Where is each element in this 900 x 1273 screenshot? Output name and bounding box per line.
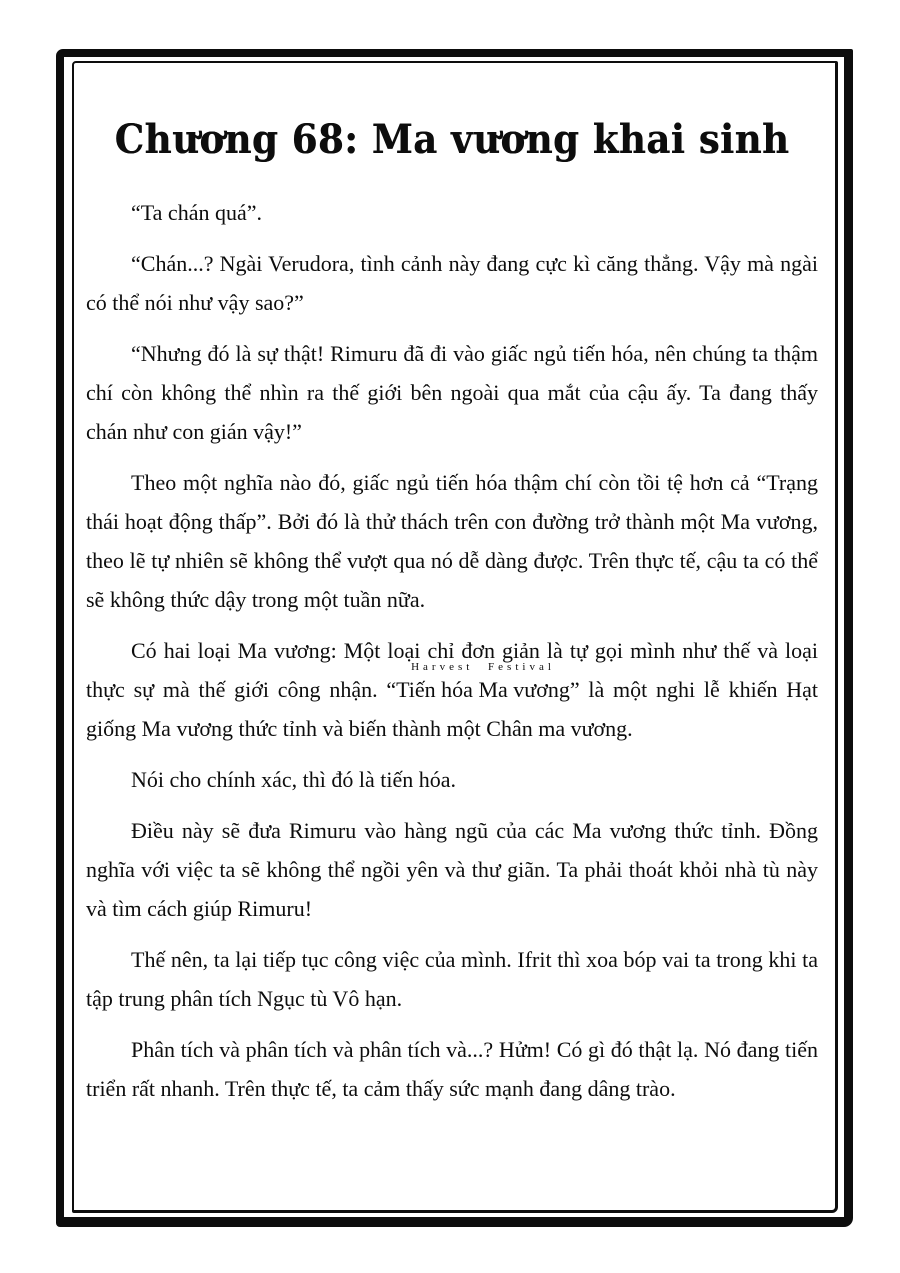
paragraph: [86, 631, 818, 748]
ruby-base: “Tiến hóa Ma vương”: [386, 676, 580, 702]
paragraph: Nói cho chính xác, thì đó là tiến hóa.: [131, 766, 457, 792]
paragraph: “Ta chán quá”.: [131, 199, 262, 225]
chapter-title: Chương 68: Ma vương khai sinh: [114, 115, 790, 163]
paragraph: Thế nên, ta lại tiếp tục công việc của mình. Ifrit thì xoa bóp vai ta trong khi ta tập trung phân tích Ngục tù Vô hạn.: [86, 946, 818, 1011]
chapter-body: [86, 193, 818, 1108]
paragraph: Điều này sẽ đưa Rimuru vào hàng ngũ của các Ma vương thức tỉnh. Đồng nghĩa với việc ta sẽ không thể ngồi yên và thư giãn. Ta phải thoát khỏi nhà tù này và tìm cách giúp Rimuru!: [86, 817, 818, 921]
paragraph: “Chán...? Ngài Verudora, tình cảnh này đang cực kì căng thẳng. Vậy mà ngài có thể nói như vậy sao?”: [86, 250, 818, 315]
inner-border-frame: [72, 61, 838, 1213]
ruby-annotation: Harvest Festival: [411, 660, 555, 673]
paragraph: Theo một nghĩa nào đó, giấc ngủ tiến hóa thậm chí còn tồi tệ hơn cả “Trạng thái hoạt động thấp”. Bởi đó là thử thách trên con đường trở thành một Ma vương, theo lẽ tự nhiên sẽ không thể vượt qua nó dễ dàng được. Trên thực tế, cậu ta có thể sẽ không thức dậy trong một tuần nữa.: [86, 469, 818, 612]
outer-border-frame: [56, 49, 853, 1227]
ruby-term: [386, 660, 580, 709]
paragraph: “Nhưng đó là sự thật! Rimuru đã đi vào giấc ngủ tiến hóa, nên chúng ta thậm chí còn không thể nhìn ra thế giới bên ngoài qua mắt của cậu ấy. Ta đang thấy chán như con gián vậy!”: [86, 340, 818, 444]
paragraph-text: là một nghi lễ khiến Hạt giống Ma vương thức tỉnh và biến thành một Chân ma vương.: [86, 676, 819, 741]
page-content: [74, 63, 835, 1210]
paragraph: Phân tích và phân tích và phân tích và...? Hửm! Có gì đó thật lạ. Nó đang tiến triển rất nhanh. Trên thực tế, ta cảm thấy sức mạnh đang dâng trào.: [86, 1036, 818, 1101]
paragraph-text: Có hai loại Ma vương: Một loại chỉ đơn giản là tự gọi mình như thế và loại thực sự mà thế giới công nhận.: [86, 637, 818, 702]
